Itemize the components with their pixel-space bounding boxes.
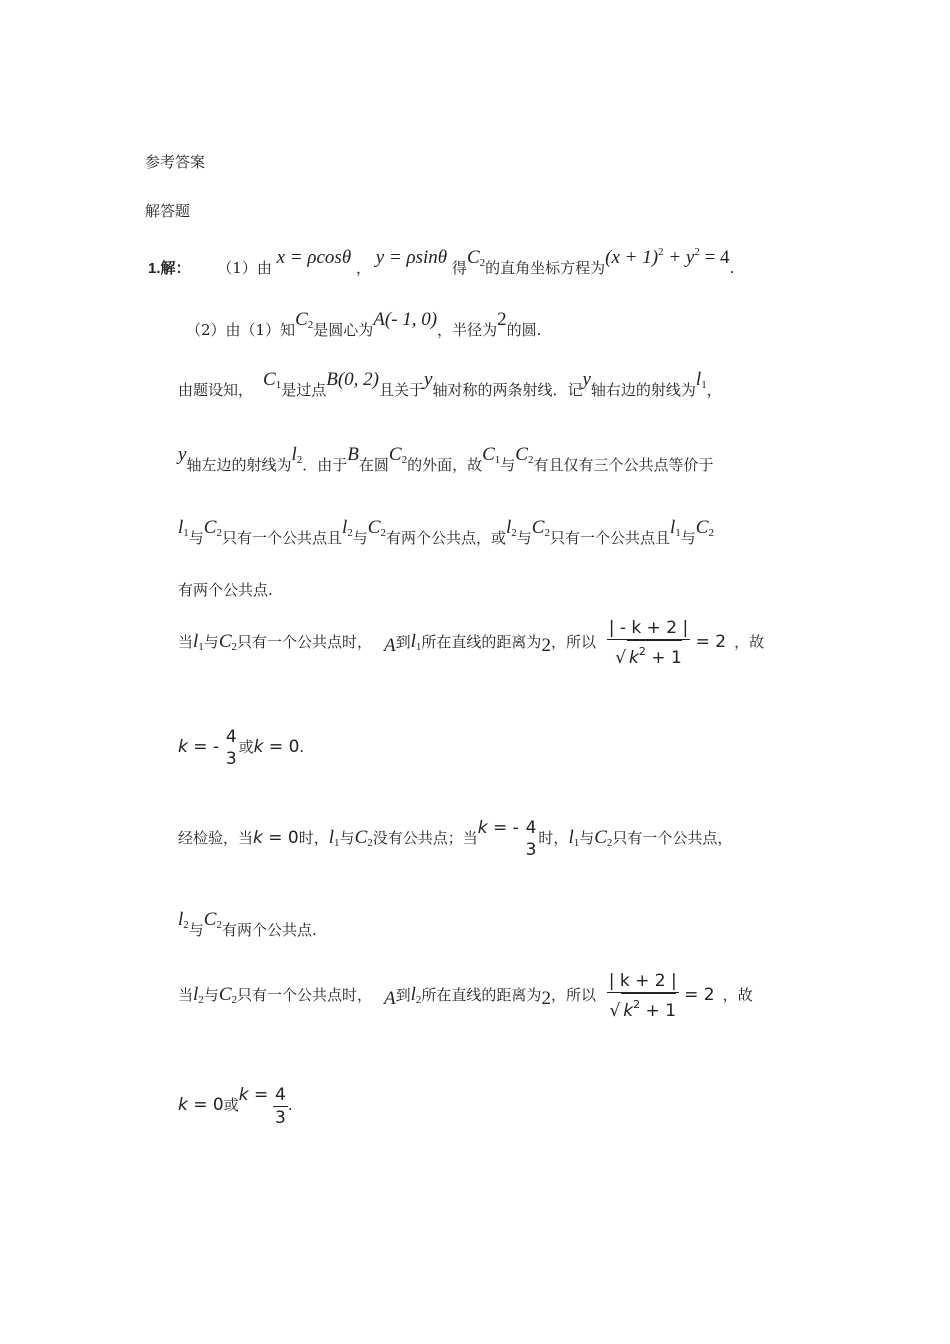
polar-y-equation: y = ρsinθ xyxy=(375,247,448,268)
answer-heading: 参考答案 xyxy=(145,153,206,171)
solution-line-4: y轴左边的射线为$l_2$．由于B在圆$C_2$的外面，故$C_1$与$C_2$有且仅有三个公共点等价于 xyxy=(178,444,714,474)
point-b: B(0, 2) xyxy=(326,369,379,390)
solution-line-10: $l_2$与$C_2$有两个公共点. xyxy=(178,909,317,939)
solution-line-8: k = - 4 3 或k = 0. xyxy=(178,727,305,769)
k-fraction-3: $\frac{4}{3}$ xyxy=(275,1084,286,1128)
k-fraction-1: 4 3 xyxy=(225,727,237,769)
solution-line-2: （2）由（1）知$C_2$是圆心为A(- 1, 0)，半径为2的圆. xyxy=(186,309,542,339)
polar-x-equation: x = ρcosθ xyxy=(276,247,352,268)
solution-line-11: 当$l_2$与$C_2$只有一个公共点时， A到$l_2$所在直线的距离为2，所以 $\frac{| k + 2 |}{√ k^2 + 1}$ = 2 ，故 xyxy=(178,971,753,1021)
cartesian-equation: $(x + 1)^2 + y^2 = 4$ xyxy=(605,246,730,268)
solution-line-9: 经检验，当k = 0时，$l_1$与$C_2$没有公共点；当k = - 4 3 时，$l_1$与$C_2$只有一个公共点， xyxy=(178,818,733,860)
distance-fraction-2: $\frac{| k + 2 |}{√ k^2 + 1}$ xyxy=(608,971,677,1021)
curve-c2: $C_2$ xyxy=(295,309,314,331)
solution-line-1: 1.解： （1）由 x = ρcosθ ， y = ρsinθ 得$C_2$的直角坐标方程为$(x + 1)^2 + y^2 = 4$. xyxy=(148,246,735,277)
solution-line-7: 当$l_1$与$C_2$只有一个公共点时， A到$l_1$所在直线的距离为2，所以 $\frac{| - k + 2 |}{√ k^2 + 1}$ = 2 ，故 xyxy=(178,618,765,668)
section-title: 解答题 xyxy=(145,202,191,220)
circle-center: A(- 1, 0) xyxy=(373,309,438,330)
solution-line-6: 有两个公共点. xyxy=(178,581,273,599)
solution-line-5: $l_1$与$C_2$只有一个公共点且$l_2$与$C_2$有两个公共点，或$l_2$与$C_2$只有一个公共点且$l_1$与$C_2$ xyxy=(178,517,714,547)
solution-line-12: k = 0或k = $\frac{4}{3}$ . xyxy=(178,1084,293,1128)
circle-radius: 2 xyxy=(497,309,507,330)
curve-c2: $C_2$ xyxy=(466,247,486,269)
solution-line-3: 由题设知， $C_1$是过点B(0, 2)且关于y轴对称的两条射线．记y轴右边的射线为$l_1$， xyxy=(178,369,722,399)
k-fraction-2: 4 3 xyxy=(525,818,537,860)
distance-fraction-1: $\frac{| - k + 2 |}{√ k^2 + 1}$ xyxy=(608,618,689,668)
question-label: 1.解： xyxy=(148,260,191,277)
